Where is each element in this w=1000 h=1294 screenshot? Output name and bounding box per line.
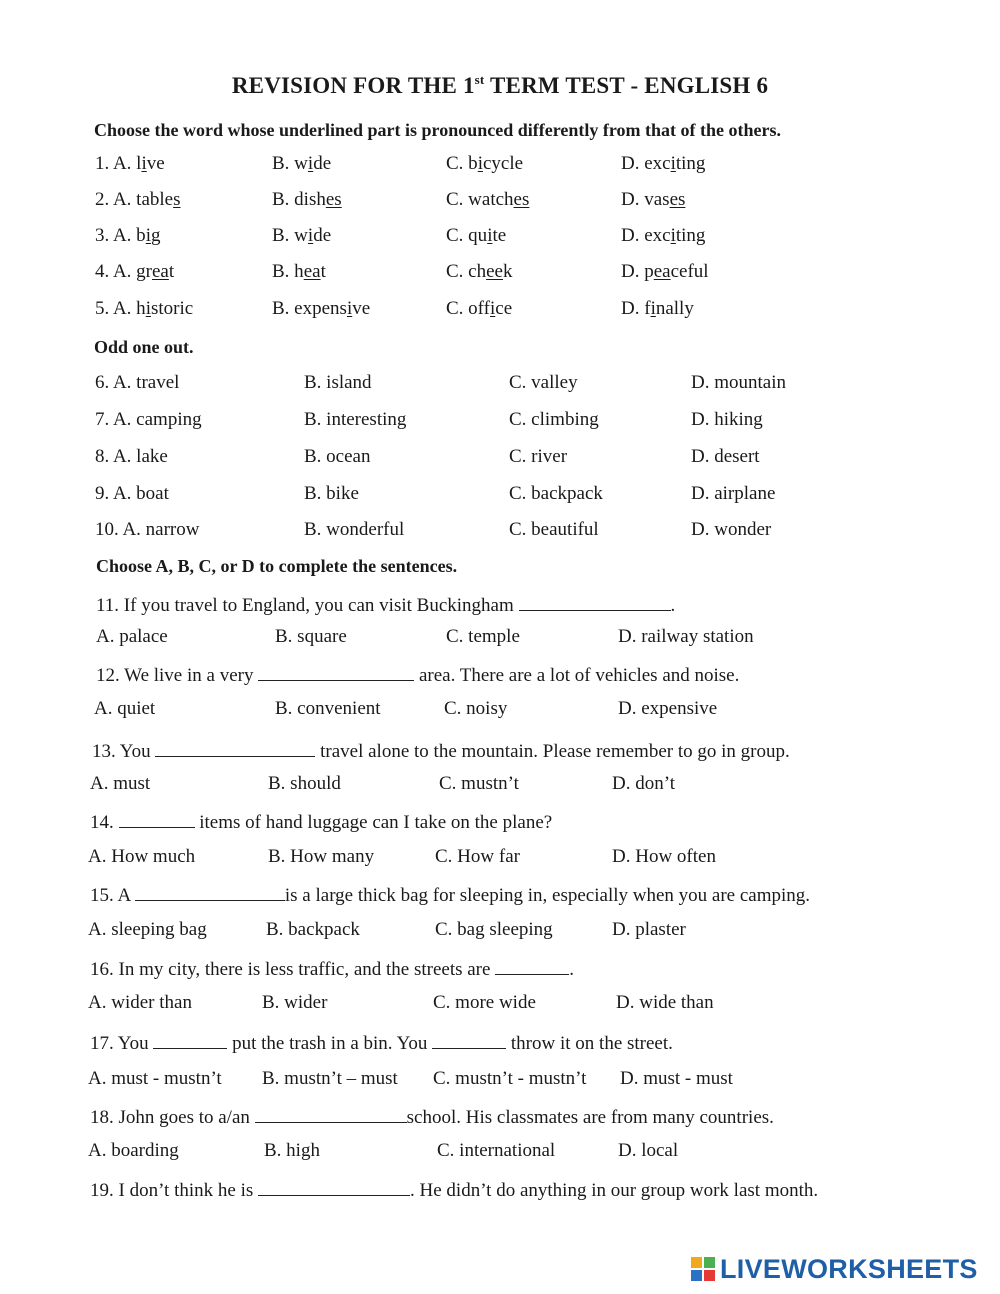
option[interactable]: D. plaster <box>612 919 686 940</box>
option[interactable]: C. cheek <box>446 261 513 282</box>
option[interactable]: A. sleeping bag <box>88 919 207 940</box>
brand-text: LIVEWORKSHEETS <box>720 1253 978 1284</box>
option[interactable]: D. don’t <box>612 773 675 794</box>
option[interactable]: D. vases <box>621 189 686 210</box>
option[interactable]: D. airplane <box>691 483 776 504</box>
answer-options <box>0 698 1000 724</box>
option[interactable]: 2. A. tables <box>95 189 181 210</box>
option[interactable]: B. island <box>304 372 372 393</box>
option[interactable]: C. beautiful <box>509 519 599 540</box>
option[interactable]: D. How often <box>612 846 716 867</box>
option[interactable]: B. bike <box>304 483 359 504</box>
answer-options <box>0 773 1000 799</box>
question-row <box>0 483 1000 509</box>
option[interactable]: C. watches <box>446 189 530 210</box>
question-stem: 19. I don’t think he is . He didn’t do anything in our group work last month. <box>90 1177 818 1202</box>
option[interactable]: D. local <box>618 1140 679 1161</box>
option[interactable]: D. mountain <box>691 372 786 393</box>
option[interactable]: B. expensive <box>272 298 371 319</box>
option[interactable]: D. exciting <box>621 225 706 246</box>
answer-blank[interactable] <box>155 738 315 757</box>
option[interactable]: 9. A. boat <box>95 483 169 504</box>
option[interactable]: 5. A. historic <box>95 298 194 319</box>
option[interactable]: 7. A. camping <box>95 409 202 430</box>
question-row <box>0 189 1000 215</box>
question-stem: 18. John goes to a/an school. His classmates are from many countries. <box>90 1104 774 1129</box>
question-stem: 15. A is a large thick bag for sleeping in, especially when you are camping. <box>90 882 810 907</box>
answer-options <box>0 1140 1000 1166</box>
question-stem: 13. You travel alone to the mountain. Please remember to go in group. <box>92 738 790 763</box>
option[interactable]: A. boarding <box>88 1140 179 1161</box>
option[interactable]: C. bag sleeping <box>435 919 553 940</box>
option[interactable]: D. wide than <box>616 992 714 1013</box>
option[interactable]: 8. A. lake <box>95 446 168 467</box>
question-row <box>0 225 1000 251</box>
question-row <box>0 298 1000 324</box>
section-heading-complete-sentences: Choose A, B, C, or D to complete the sentences. <box>96 556 458 576</box>
option[interactable]: D. exciting <box>621 153 706 174</box>
liveworksheets-logo-icon <box>690 1256 716 1282</box>
option[interactable]: A. wider than <box>88 992 192 1013</box>
option[interactable]: B. wide <box>272 153 332 174</box>
option[interactable]: D. hiking <box>691 409 763 430</box>
option[interactable]: B. interesting <box>304 409 407 430</box>
answer-options <box>0 919 1000 945</box>
option[interactable]: B. heat <box>272 261 326 282</box>
option[interactable]: A. palace <box>96 626 168 647</box>
option[interactable]: D. wonder <box>691 519 772 540</box>
option[interactable]: A. must <box>90 773 151 794</box>
answer-blank[interactable] <box>258 662 414 681</box>
option[interactable]: A. quiet <box>94 698 156 719</box>
option[interactable]: 6. A. travel <box>95 372 180 393</box>
question-stem: 11. If you travel to England, you can visit Buckingham . <box>96 592 675 617</box>
option[interactable]: C. quite <box>446 225 507 246</box>
option[interactable]: C. temple <box>446 626 520 647</box>
question-row <box>0 372 1000 398</box>
option[interactable]: B. convenient <box>275 698 381 719</box>
option[interactable]: B. square <box>275 626 347 647</box>
option[interactable]: 3. A. big <box>95 225 161 246</box>
option[interactable]: B. wide <box>272 225 332 246</box>
question-row <box>0 446 1000 472</box>
option[interactable]: D. peaceful <box>621 261 709 282</box>
answer-blank[interactable] <box>119 809 195 828</box>
option[interactable]: C. backpack <box>509 483 603 504</box>
answer-options <box>0 626 1000 652</box>
option[interactable]: B. dishes <box>272 189 342 210</box>
answer-blank[interactable] <box>153 1030 227 1049</box>
answer-blank[interactable] <box>519 592 671 611</box>
liveworksheets-brand[interactable] <box>690 1253 978 1285</box>
option[interactable]: 1. A. live <box>95 153 165 174</box>
answer-options <box>0 846 1000 872</box>
option[interactable]: A. How much <box>88 846 196 867</box>
option[interactable]: C. climbing <box>509 409 599 430</box>
answer-blank[interactable] <box>135 882 285 901</box>
option[interactable]: C. bicycle <box>446 153 524 174</box>
option[interactable]: B. backpack <box>266 919 360 940</box>
answer-options <box>0 1068 1000 1094</box>
option[interactable]: B. wonderful <box>304 519 405 540</box>
option[interactable]: C. mustn’t <box>439 773 519 794</box>
option[interactable]: C. valley <box>509 372 578 393</box>
section-heading-pronunciation: Choose the word whose underlined part is pronounced differently from that of the others. <box>94 120 781 140</box>
section-heading-odd-one-out: Odd one out. <box>94 337 194 357</box>
option[interactable]: B. should <box>268 773 341 794</box>
option[interactable]: C. river <box>509 446 568 467</box>
option[interactable]: D. expensive <box>618 698 718 719</box>
question-stem: 16. In my city, there is less traffic, and the streets are . <box>90 956 574 981</box>
question-stem: 14. items of hand luggage can I take on the plane? <box>90 809 552 834</box>
option[interactable]: C. office <box>446 298 513 319</box>
question-row <box>0 153 1000 179</box>
question-stem: 12. We live in a very area. There are a lot of vehicles and noise. <box>96 662 739 687</box>
answer-blank[interactable] <box>495 956 569 975</box>
option[interactable]: C. mustn’t - mustn’t <box>433 1068 587 1089</box>
answer-blank[interactable] <box>255 1104 407 1123</box>
answer-blank[interactable] <box>258 1177 410 1196</box>
option[interactable]: B. wider <box>262 992 328 1013</box>
answer-blank[interactable] <box>432 1030 506 1049</box>
option[interactable]: C. How far <box>435 846 520 867</box>
answer-options <box>0 992 1000 1018</box>
question-row <box>0 519 1000 545</box>
option[interactable]: D. railway station <box>618 626 754 647</box>
option[interactable]: B. high <box>264 1140 320 1161</box>
option[interactable]: D. finally <box>621 298 694 319</box>
option[interactable]: 4. A. great <box>95 261 175 282</box>
option[interactable]: D. must - must <box>620 1068 733 1089</box>
option[interactable]: C. noisy <box>444 698 508 719</box>
option[interactable]: 10. A. narrow <box>95 519 200 540</box>
option[interactable]: B. mustn’t – must <box>262 1068 398 1089</box>
question-row <box>0 409 1000 435</box>
option[interactable]: A. must - mustn’t <box>88 1068 222 1089</box>
option[interactable]: B. ocean <box>304 446 371 467</box>
question-row <box>0 261 1000 287</box>
option[interactable]: C. international <box>437 1140 556 1161</box>
question-stem: 17. You put the trash in a bin. You throw it on the street. <box>90 1030 673 1055</box>
option[interactable]: C. more wide <box>433 992 536 1013</box>
option[interactable]: B. How many <box>268 846 375 867</box>
page-title: REVISION FOR THE 1st TERM TEST - ENGLISH 6 <box>231 72 769 98</box>
option[interactable]: D. desert <box>691 446 760 467</box>
